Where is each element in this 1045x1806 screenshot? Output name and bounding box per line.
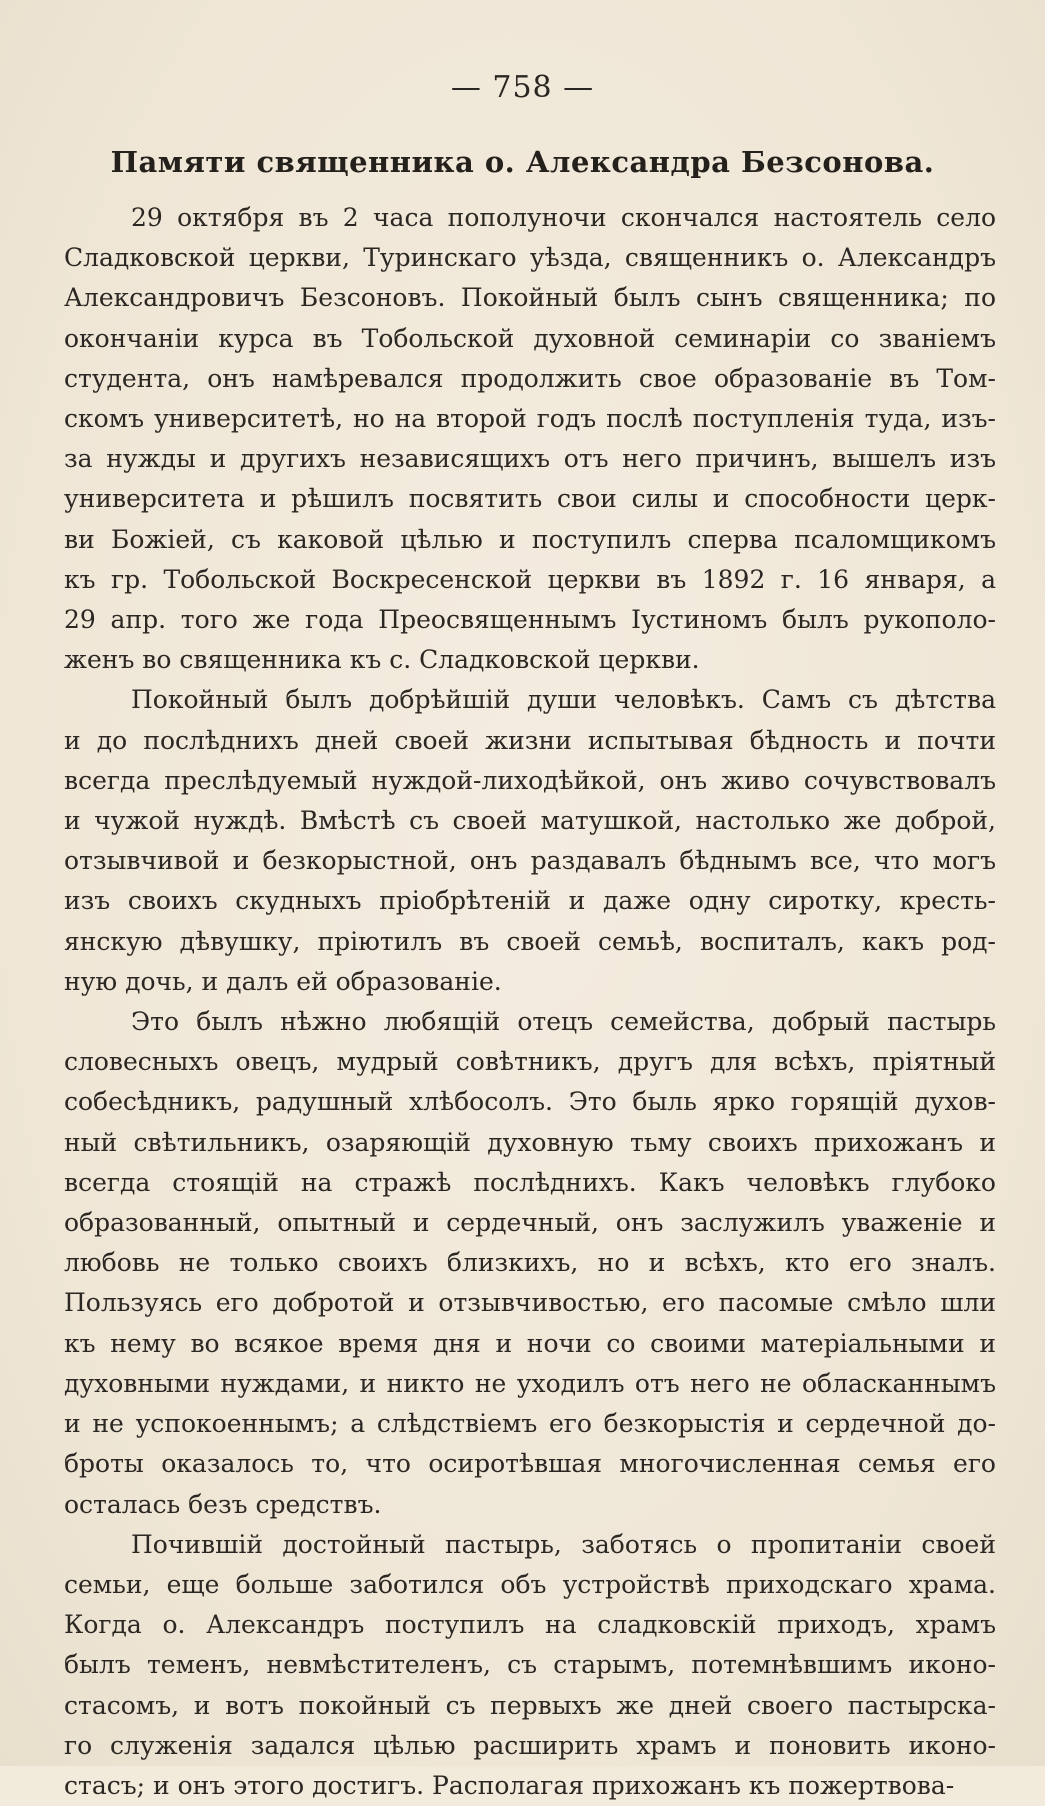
text-line: образованный, опытный и сердечный, онъ заслужилъ уваженіе и xyxy=(64,1208,996,1238)
text-line: семьи, еще больше заботился объ устройствѣ приходскаго храма. xyxy=(64,1569,996,1599)
text-line: ви Божіей, съ каковой цѣлью и поступилъ сперва псаломщикомъ xyxy=(64,524,996,554)
text-line: Сладковской церкви, Туринскаго уѣзда, священникъ о. Александръ xyxy=(64,243,996,273)
paragraph xyxy=(64,1002,996,1525)
paragraph xyxy=(64,680,996,1002)
text-line: Пользуясь его добротой и отзывчивостью, его пасомые смѣло шли xyxy=(64,1288,996,1318)
text-line: янскую дѣвушку, пріютилъ въ своей семьѣ, воспиталъ, какъ род- xyxy=(64,926,996,956)
text-line: ную дочь, и далъ ей образованіе. xyxy=(64,966,502,996)
text-line: Покойный былъ добрѣйшій души человѣкъ. Самъ съ дѣтства xyxy=(131,685,996,715)
text-line: студента, онъ намѣревался продолжить свое образованіе въ Том- xyxy=(64,363,996,393)
paragraph xyxy=(64,1525,996,1806)
text-line: всегда преслѣдуемый нуждой-лиходѣйкой, онъ живо сочувствовалъ xyxy=(64,765,996,795)
text-line: любовь не только своихъ близкихъ, но и всѣхъ, кто его зналъ. xyxy=(64,1248,996,1278)
text-line: броты оказалось то, что осиротѣвшая многочисленная семья его xyxy=(64,1449,996,1479)
text-line: словесныхъ овецъ, мудрый совѣтникъ, другъ для всѣхъ, пріятный xyxy=(64,1047,996,1077)
article-title: Памяти священника о. Александра Безсонова. xyxy=(110,145,935,179)
text-line: Почившій достойный пастырь, заботясь о пропитаніи своей xyxy=(131,1529,996,1559)
text-line: былъ теменъ, невмѣстителенъ, съ старымъ, потемнѣвшимъ иконо- xyxy=(64,1650,996,1680)
text-line: Это былъ нѣжно любящій отецъ семейства, добрый пастырь xyxy=(131,1007,996,1037)
text-line: къ гр. Тобольской Воскресенской церкви въ 1892 г. 16 января, а xyxy=(64,564,996,594)
text-line: и чужой нуждѣ. Вмѣстѣ съ своей матушкой, настолько же доброй, xyxy=(64,806,996,836)
text-line: 29 апр. того же года Преосвященнымъ Іустиномъ былъ рукополо- xyxy=(64,605,996,635)
text-line: Когда о. Александръ поступилъ на сладковскій приходъ, храмъ xyxy=(64,1610,996,1640)
paragraph xyxy=(64,198,996,680)
text-line: духовными нуждами, и никто не уходилъ отъ него не обласканнымъ xyxy=(64,1368,996,1398)
text-line: всегда стоящій на стражѣ послѣднихъ. Какъ человѣкъ глубоко xyxy=(64,1167,996,1197)
text-line: осталась безъ средствъ. xyxy=(64,1489,382,1519)
text-line: университета и рѣшилъ посвятить свои силы и способности церк- xyxy=(64,484,996,514)
text-line: и не успокоеннымъ; а слѣдствіемъ его безкорыстія и сердечной до- xyxy=(64,1409,996,1439)
text-line: женъ во священника къ с. Сладковской церкви. xyxy=(64,645,700,675)
article-body xyxy=(64,198,996,1806)
text-line: изъ своихъ скудныхъ пріобрѣтеній и даже одну сиротку, кресть- xyxy=(64,886,996,916)
text-line: Александровичъ Безсоновъ. Покойный былъ сынъ священника; по xyxy=(64,283,996,313)
text-line: 29 октября въ 2 часа пополуночи скончался настоятель село xyxy=(131,203,996,232)
text-line: ный свѣтильникъ, озаряющій духовную тьму своихъ прихожанъ и xyxy=(64,1127,996,1157)
text-line: скомъ университетѣ, но на второй годъ послѣ поступленія туда, изъ- xyxy=(64,404,996,434)
text-line: отзывчивой и безкорыстной, онъ раздавалъ бѣднымъ все, что могъ xyxy=(64,846,996,876)
text-line: стасомъ, и вотъ покойный съ первыхъ же дней своего пастырска- xyxy=(64,1690,996,1720)
text-line: стасъ; и онъ этого достигъ. Располагая прихожанъ къ пожертвова- xyxy=(64,1770,955,1800)
text-line: окончаніи курса въ Тобольской духовной семинаріи со званіемъ xyxy=(64,323,996,353)
text-line: и до послѣднихъ дней своей жизни испытывая бѣдность и почти xyxy=(64,725,996,755)
text-line: собесѣдникъ, радушный хлѣбосолъ. Это быль ярко горящій духов- xyxy=(64,1087,996,1117)
text-line: го служенія задался цѣлью расширить храмъ и поновить иконо- xyxy=(64,1730,996,1760)
text-line: къ нему во всякое время дня и ночи со своими матеріальными и xyxy=(64,1328,996,1358)
text-line: за нужды и другихъ независящихъ отъ него причинъ, вышелъ изъ xyxy=(64,444,996,474)
page-number: — 758 — xyxy=(450,70,595,105)
